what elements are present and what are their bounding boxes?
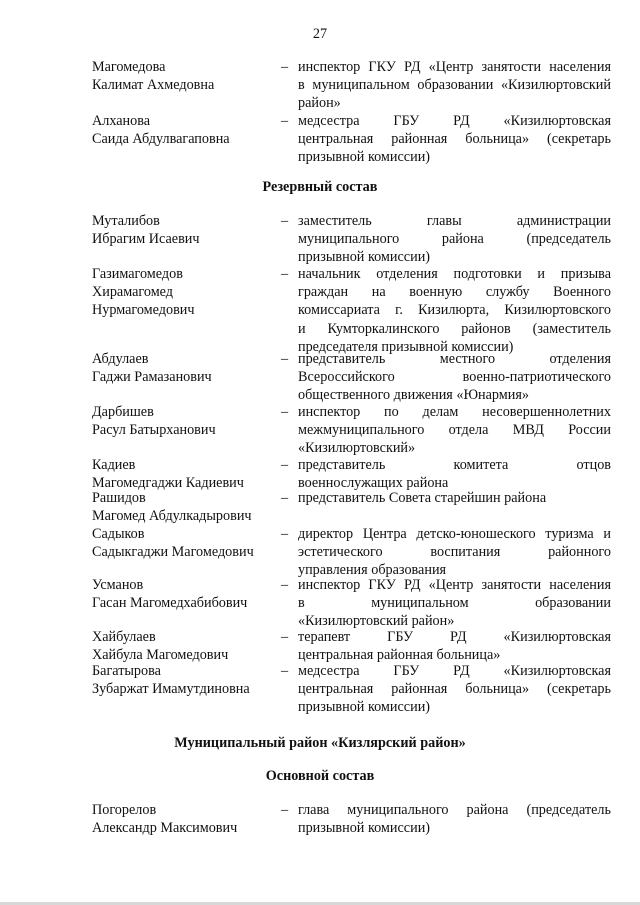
member-position-line: представитель комитета отцов [298, 457, 611, 473]
district-heading: Муниципальный район «Кизлярский район» [174, 735, 466, 751]
member-name-line: Абдулаев [92, 351, 149, 367]
member-position-line: медсестра ГБУ РД «Кизилюртовская [298, 663, 611, 679]
member-position-line: эстетического воспитания районного [298, 544, 611, 561]
member-position-line: район» [298, 95, 341, 112]
member-position [298, 456, 611, 492]
member-position-line: призывной комиссии) [298, 699, 431, 716]
member-name-line: Усманов [92, 577, 144, 593]
member-name-line: Магомедгаджи Кадиевич [92, 475, 244, 492]
member-position-line: инспектор по делам несовершеннолетних [298, 404, 611, 420]
member-position-line: Всероссийского военно-патриотического [298, 369, 611, 386]
dash-separator: – [281, 113, 289, 129]
member-name [92, 58, 282, 94]
member-name [92, 489, 282, 525]
member-name [92, 662, 282, 698]
member-name-line: Хирамагомед [92, 284, 174, 301]
member-position-line: центральная районная больница» (секретарь [298, 131, 611, 148]
member-position-line: представитель местного отделения [298, 351, 611, 367]
member-name-line: Хайбулаев [92, 629, 156, 645]
member-name-line: Ибрагим Исаевич [92, 231, 200, 248]
member-position [298, 265, 611, 356]
member-name-line: Магомедова [92, 59, 166, 75]
dash-separator: – [281, 629, 289, 645]
member-position-line: представитель Совета старейшин района [298, 490, 547, 506]
member-name [92, 212, 282, 248]
member-position-line: комиссариата г. Кизилюрта, Кизилюртовского [298, 302, 611, 319]
member-position [298, 403, 611, 458]
member-position-line: инспектор ГКУ РД «Центр занятости населения [298, 59, 611, 75]
member-name-line: Алханова [92, 113, 151, 129]
member-position [298, 801, 611, 837]
member-position-line: общественного движения «Юнармия» [298, 387, 529, 404]
member-position-line: военнослужащих района [298, 475, 449, 492]
member-position [298, 489, 611, 507]
member-name [92, 265, 282, 320]
member-position [298, 628, 611, 664]
member-position-line: центральная районная больница» (секретарь [298, 681, 611, 698]
member-name-line: Рашидов [92, 490, 146, 506]
member-name-line: Муталибов [92, 213, 160, 229]
member-position-line: и Кумторкалинского районов (заместитель [298, 320, 611, 337]
member-position-line: призывной комиссии) [298, 149, 431, 166]
dash-separator: – [281, 457, 289, 473]
dash-separator: – [281, 59, 289, 75]
dash-separator: – [281, 490, 289, 506]
member-position [298, 112, 611, 167]
member-position-line: центральная районная больница» [298, 647, 501, 664]
member-name-line: Калимат Ахмедовна [92, 77, 215, 94]
member-position-line: в муниципальном образовании «Кизилюртовский [298, 77, 611, 94]
dash-separator: – [281, 404, 289, 420]
member-name [92, 456, 282, 492]
member-position-line: призывной комиссии) [298, 249, 431, 266]
member-name-line: Гаджи Рамазанович [92, 369, 212, 386]
member-name [92, 112, 282, 148]
member-position-line: директор Центра детско-юношеского туризма и [298, 526, 611, 542]
member-name [92, 576, 282, 612]
member-name [92, 350, 282, 386]
page-number: 27 [312, 26, 328, 42]
member-name-line: Садыкгаджи Магомедович [92, 544, 254, 561]
member-position-line: инспектор ГКУ РД «Центр занятости населения [298, 577, 611, 593]
member-name [92, 403, 282, 439]
member-position-line: граждан на военную службу Военного [298, 284, 611, 301]
dash-separator: – [281, 802, 289, 818]
member-position-line: призывной комиссии) [298, 820, 431, 837]
member-position-line: управления образования [298, 562, 447, 579]
member-position-line: муниципального района (председатель [298, 231, 611, 248]
member-name-line: Гасан Магомедхабибович [92, 595, 248, 612]
member-position-line: межмуниципального отдела МВД России [298, 422, 611, 439]
member-name-line: Кадиев [92, 457, 136, 473]
member-position [298, 212, 611, 267]
member-position-line: в муниципальном образовании [298, 595, 611, 612]
dash-separator: – [281, 526, 289, 542]
member-name-line: Саида Абдулвагаповна [92, 131, 230, 148]
member-name-line: Зубаржат Имамутдиновна [92, 681, 250, 698]
member-position [298, 350, 611, 405]
member-name-line: Магомед Абдулкадырович [92, 508, 252, 525]
member-name-line: Нурмагомедович [92, 302, 195, 319]
member-position-line: терапевт ГБУ РД «Кизилюртовская [298, 629, 611, 645]
member-name-line: Расул Батырханович [92, 422, 216, 439]
member-position-line: медсестра ГБУ РД «Кизилюртовская [298, 113, 611, 129]
member-name [92, 628, 282, 664]
member-position-line: председателя призывной комиссии) [298, 338, 514, 355]
member-position-line: начальник отделения подготовки и призыва [298, 266, 611, 282]
member-position-line: заместитель главы администрации [298, 213, 611, 229]
section-heading-main: Основной состав [265, 768, 375, 784]
dash-separator: – [281, 351, 289, 367]
member-position [298, 58, 611, 113]
member-position [298, 662, 611, 717]
member-position [298, 525, 611, 580]
dash-separator: – [281, 266, 289, 282]
member-position-line: глава муниципального района (председатель [298, 802, 611, 818]
member-name-line: Александр Максимович [92, 820, 238, 837]
member-position-line: «Кизилюртовский» [298, 440, 416, 457]
member-name-line: Газимагомедов [92, 266, 183, 282]
member-name-line: Хайбула Магомедович [92, 647, 229, 664]
member-name-line: Багатырова [92, 663, 161, 679]
member-position [298, 576, 611, 631]
member-name-line: Погорелов [92, 802, 157, 818]
section-heading-reserve: Резервный состав [262, 179, 378, 195]
dash-separator: – [281, 577, 289, 593]
dash-separator: – [281, 663, 289, 679]
member-name [92, 525, 282, 561]
member-name-line: Дарбишев [92, 404, 154, 420]
member-name-line: Садыков [92, 526, 145, 542]
dash-separator: – [281, 213, 289, 229]
member-position-line: «Кизилюртовский район» [298, 613, 455, 630]
member-name [92, 801, 282, 837]
